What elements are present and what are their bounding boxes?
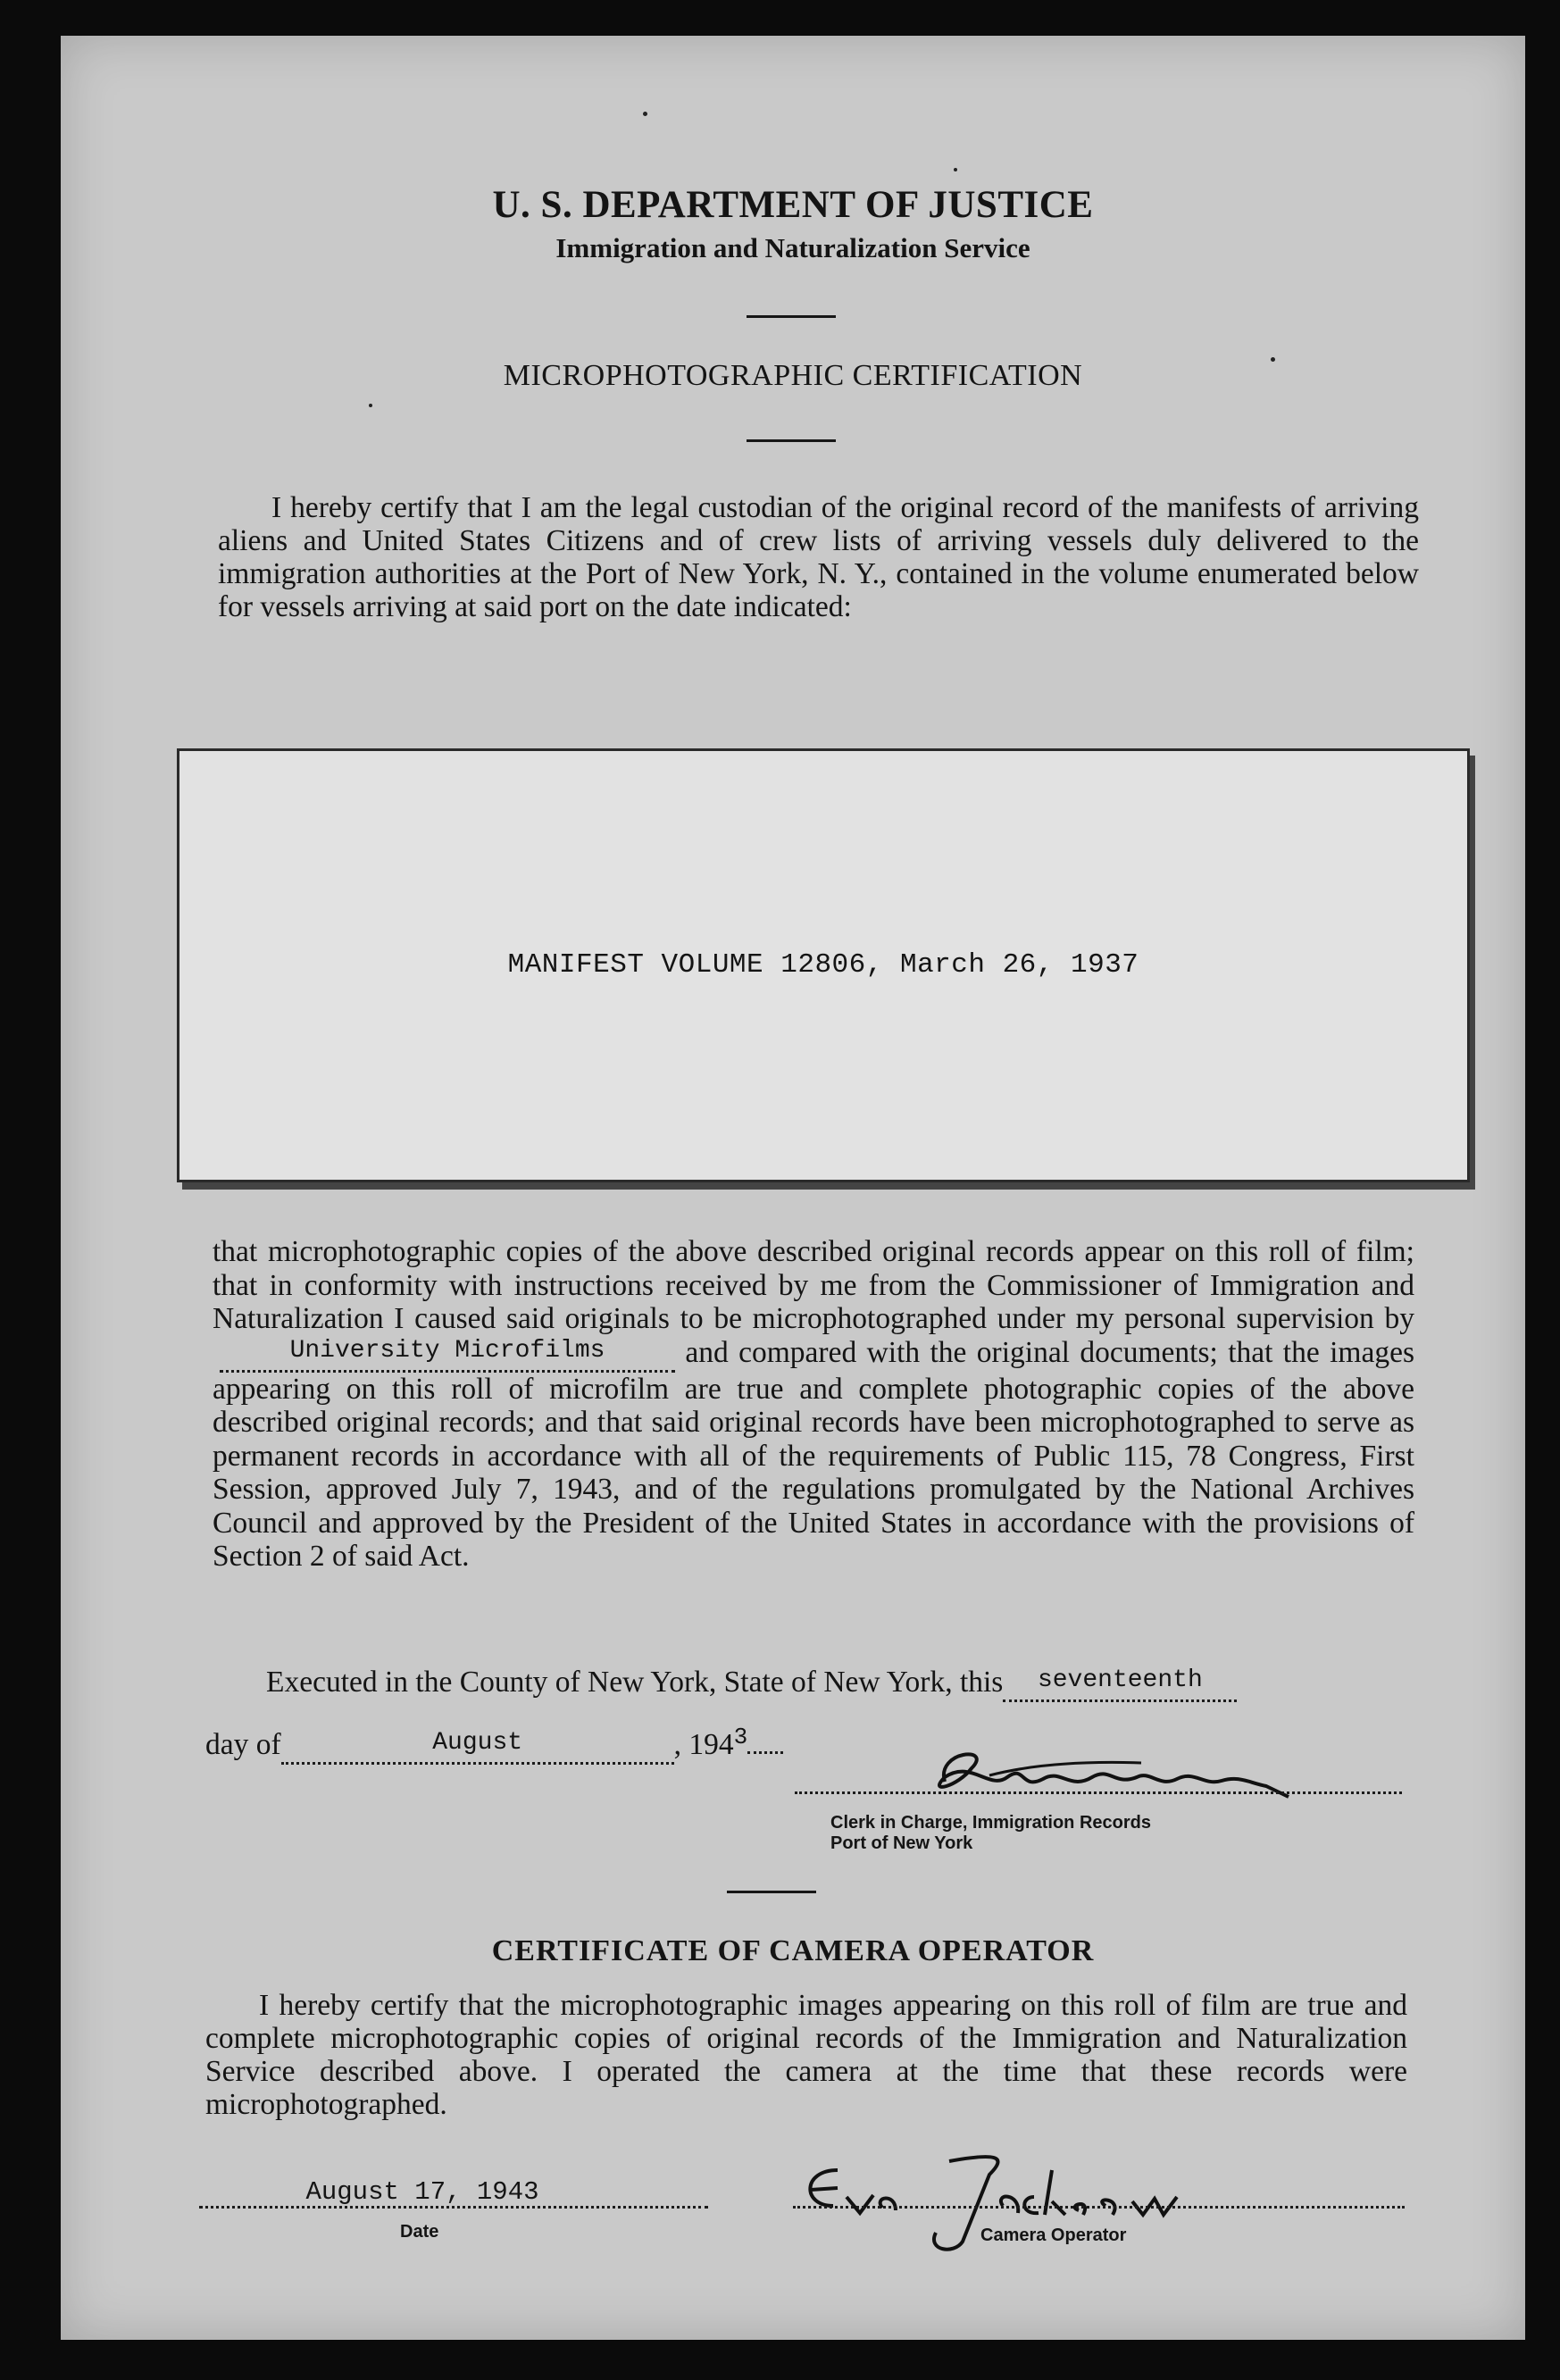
speck [643, 112, 647, 116]
execution-line [266, 1666, 1237, 1702]
custodian-paragraph-text: I hereby certify that I am the legal custodian of the original record of the manifests of arriving aliens and United States Citizens and of crew lists of arriving vessels duly delivered to the immigration authorities at the Port of New York, N. Y., contained in the volume enumerated below for vessels arriving at said port on the date indicated: [218, 491, 1419, 623]
date-label: Date [400, 2222, 439, 2242]
execution-month-typed: August [432, 1729, 523, 1757]
manifest-slip [177, 748, 1470, 1182]
execution-month-line [205, 1724, 783, 1765]
department-heading: U. S. DEPARTMENT OF JUSTICE [492, 184, 1094, 226]
manifest-volume-text: MANIFEST VOLUME 12806, March 26, 1937 [507, 949, 1139, 981]
clerk-signature [909, 1741, 1356, 1817]
date-line [199, 2206, 708, 2209]
custodian-paragraph [218, 491, 1419, 623]
certification-title: MICROPHOTOGRAPHIC CERTIFICATION [503, 359, 1083, 392]
certification-text-b: and compared with the original documents; that the images appearing on this roll of microfilm are true and complete photographic copies of the above described original records; and that said original records have been microphotographed to serve as permanent records in accordance with all of the requirements of Public 115, 78 Congress, First Session, approved July 7, 1943, and of the regulations promulgated by the National Archives Council and approved by the President of the United States in accordance with the provisions of Section 2 of said Act. [213, 1335, 1414, 1573]
camera-operator-label: Camera Operator [980, 2226, 1127, 2245]
execution-prefix: Executed in the County of New York, State of New York, this [266, 1666, 1004, 1699]
certificate-page [61, 36, 1525, 2340]
operator-company-typed: University Microfilms [289, 1336, 605, 1365]
clerk-title-line1: Clerk in Charge, Immigration Records [830, 1813, 1151, 1833]
year-prefix: , 194 [673, 1728, 734, 1761]
day-of-label: day of [205, 1728, 281, 1761]
certification-text-a: that microphotographic copies of the above described original records appear on this roll of film; that in conformity with instructions received by me from the Commissioner of Immigration and Naturalization I caused said originals to be microphotographed under my personal supervision by [213, 1235, 1414, 1335]
divider-rule [727, 1891, 816, 1893]
clerk-title-line2: Port of New York [830, 1833, 973, 1853]
year-digit-typed: 3 [733, 1724, 748, 1750]
date-typed: August 17, 1943 [305, 2177, 539, 2207]
camera-operator-paragraph [205, 1989, 1407, 2121]
divider-rule [747, 439, 836, 442]
speck [1271, 357, 1275, 362]
certification-paragraph [213, 1235, 1414, 1574]
speck [369, 404, 372, 407]
divider-rule [747, 315, 836, 318]
clerk-signature-line [795, 1791, 1402, 1794]
execution-day-typed: seventeenth [1037, 1666, 1203, 1694]
service-subheading: Immigration and Naturalization Service [555, 232, 1030, 263]
camera-operator-line [793, 2206, 1405, 2209]
camera-operator-text: I hereby certify that the microphotographic images appearing on this roll of film are true and complete microphotographic copies of original records of the Immigration and Naturalization Service described above. I operated the camera at the time that these records were microphotographed. [205, 1989, 1407, 2121]
camera-operator-title: CERTIFICATE OF CAMERA OPERATOR [491, 1934, 1095, 1967]
speck [954, 168, 957, 171]
